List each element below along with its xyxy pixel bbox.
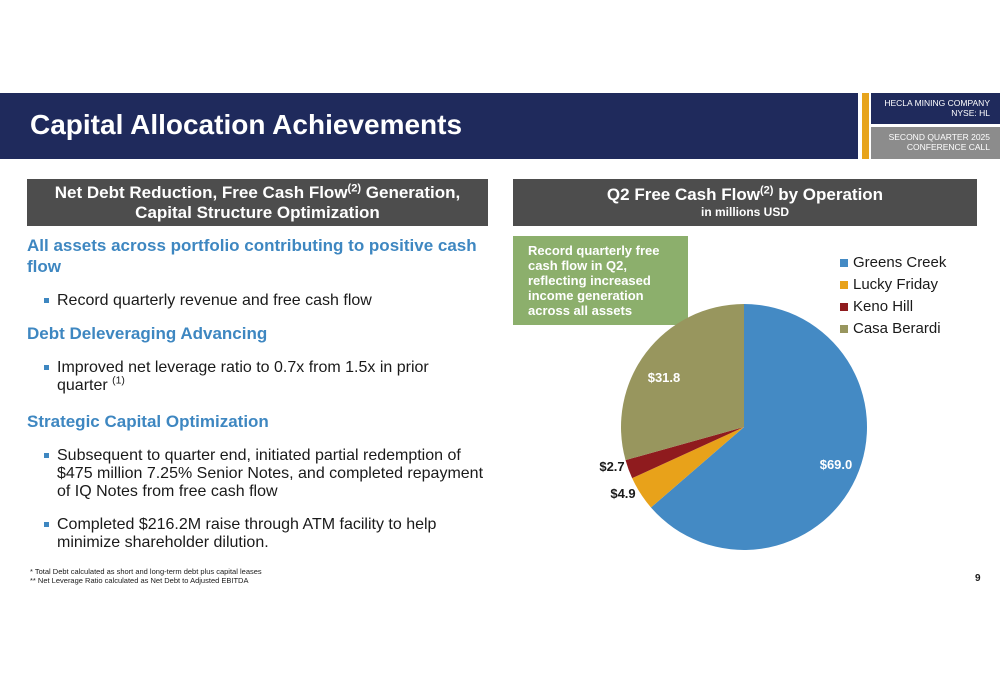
chart-legend xyxy=(840,252,946,340)
legend-item xyxy=(840,318,946,340)
left-heading-text-2: Generation, xyxy=(361,183,461,202)
quarter-label: SECOND QUARTER 2025 xyxy=(888,132,990,142)
bullet-item: Completed $216.2M raise through ATM facility to help minimize shareholder dilution. xyxy=(27,516,497,552)
chart-title: Q2 Free Cash Flow xyxy=(606,185,760,204)
footnote-1: * Total Debt calculated as short and long-term debt plus capital leases xyxy=(30,567,262,576)
section-heading: Strategic Capital Optimization xyxy=(27,412,269,431)
legend-item xyxy=(840,274,946,296)
page-title: Capital Allocation Achievements xyxy=(30,109,463,140)
accent-stripe xyxy=(862,93,869,159)
legend-swatch xyxy=(840,281,848,289)
legend-swatch xyxy=(840,303,848,311)
chart-title-sup: (2) xyxy=(759,184,774,197)
left-heading-line2: Capital Structure Optimization xyxy=(135,203,380,222)
section-heading: Debt Deleveraging Advancing xyxy=(27,324,268,343)
data-label: $2.7 xyxy=(599,459,625,474)
callout-box: Record quarterly free cash flow in Q2, reflecting increased income generation across all assets xyxy=(513,236,688,325)
conference-badge xyxy=(871,127,1000,159)
footnote-2: ** Net Leverage Ratio calculated as Net Debt to Adjusted EBITDA xyxy=(30,576,249,585)
data-label: $31.8 xyxy=(647,370,681,385)
left-panel-heading xyxy=(27,179,488,226)
legend-label: Lucky Friday xyxy=(853,276,939,293)
legend-label: Greens Creek xyxy=(853,254,947,271)
legend-item xyxy=(840,252,946,274)
company-badge xyxy=(871,93,1000,124)
bullet-item xyxy=(27,359,497,395)
bullet-text: Improved net leverage ratio to 0.7x from 1.5x in prior quarter xyxy=(57,359,429,394)
page-number: 9 xyxy=(975,573,981,584)
bullet-item: Record quarterly revenue and free cash flow xyxy=(27,292,497,310)
legend-swatch xyxy=(840,259,848,267)
chart-title-2: by Operation xyxy=(773,185,884,204)
left-heading-sup: (2) xyxy=(347,182,362,195)
legend-swatch xyxy=(840,325,848,333)
chart-heading xyxy=(513,179,977,226)
footnote-ref: (1) xyxy=(112,375,125,387)
company-name: HECLA MINING COMPANY xyxy=(884,98,990,108)
section-cash-flow xyxy=(27,235,497,310)
data-label: $69.0 xyxy=(819,457,853,472)
footnotes xyxy=(30,567,262,585)
section-capital-optimization xyxy=(27,411,497,552)
chart-subtitle: in millions USD xyxy=(700,205,789,219)
legend-item xyxy=(840,296,946,318)
legend-label: Casa Berardi xyxy=(853,320,941,337)
left-heading-text: Net Debt Reduction, Free Cash Flow xyxy=(54,183,348,202)
legend-label: Keno Hill xyxy=(853,298,914,315)
title-bar xyxy=(0,93,858,159)
data-label: $4.9 xyxy=(610,486,636,501)
call-label: CONFERENCE CALL xyxy=(906,142,990,152)
ticker: NYSE: HL xyxy=(951,108,990,118)
bullet-item: Subsequent to quarter end, initiated partial redemption of $475 million 7.25% Senior Notes, and completed repayment of IQ Notes from free cash flow xyxy=(27,447,497,501)
section-heading: All assets across portfolio contributing to positive cash flow xyxy=(27,236,477,276)
section-deleveraging xyxy=(27,323,497,395)
